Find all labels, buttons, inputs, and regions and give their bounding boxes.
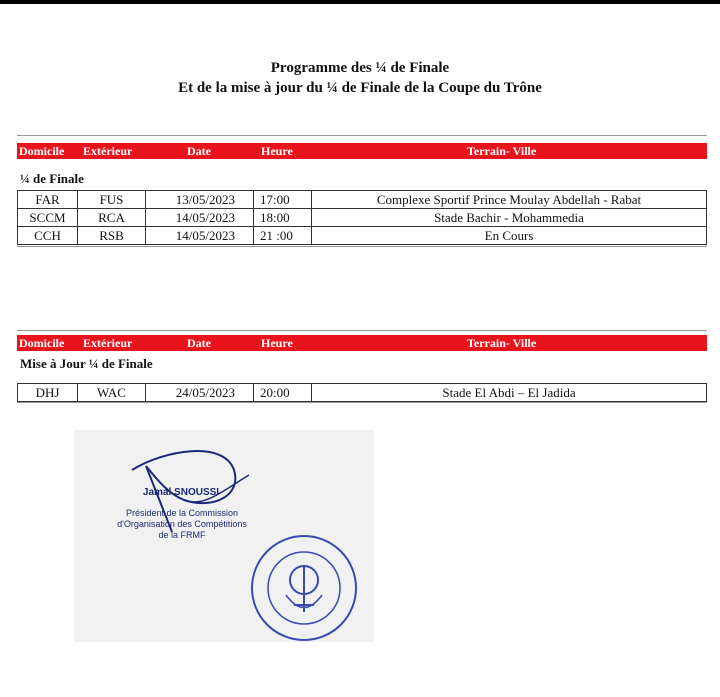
- away-team: FUS: [78, 191, 146, 209]
- home-team: FAR: [18, 191, 78, 209]
- col-away: Extérieur: [83, 144, 133, 158]
- table-header: [17, 143, 707, 159]
- col-time: Heure: [261, 336, 293, 350]
- away-team: WAC: [78, 384, 146, 402]
- col-away: Extérieur: [83, 336, 133, 350]
- match-date: 13/05/2023: [146, 191, 254, 209]
- col-time: Heure: [261, 144, 293, 158]
- official-seal: [252, 536, 356, 640]
- section-divider: [17, 330, 707, 331]
- section-subtitle: Mise à Jour ¼ de Finale: [20, 356, 153, 371]
- col-date: Date: [187, 336, 211, 350]
- section-subtitle: ¼ de Finale: [20, 171, 84, 186]
- table-row: [18, 227, 707, 245]
- schedule-table: [17, 190, 707, 245]
- match-time: 18:00: [254, 209, 312, 227]
- signatory-role: Président de la Commission d'Organisation des Compétitions de la FRMF: [117, 508, 247, 540]
- section-divider: [17, 402, 707, 403]
- match-venue: Stade Bachir - Mohammedia: [312, 209, 707, 227]
- match-date: 14/05/2023: [146, 227, 254, 245]
- home-team: CCH: [18, 227, 78, 245]
- document-subtitle: Et de la mise à jour du ¼ de Finale de la Coupe du Trône: [178, 80, 542, 96]
- match-venue: Complexe Sportif Prince Moulay Abdellah - Rabat: [312, 191, 707, 209]
- section-divider: [17, 135, 707, 136]
- section-divider: [17, 246, 707, 247]
- top-border: [0, 0, 720, 4]
- signatory-name: Jamal SNOUSSI: [142, 487, 220, 498]
- match-venue: En Cours: [312, 227, 707, 245]
- table-header: [17, 335, 707, 351]
- home-team: DHJ: [18, 384, 78, 402]
- match-venue: Stade El Abdi – El Jadida: [312, 384, 707, 402]
- away-team: RSB: [78, 227, 146, 245]
- col-venue: Terrain- Ville: [467, 336, 537, 350]
- col-date: Date: [187, 144, 211, 158]
- signature-stamp-block: [74, 430, 374, 642]
- match-date: 14/05/2023: [146, 209, 254, 227]
- col-home: Domicile: [19, 144, 65, 158]
- away-team: RCA: [78, 209, 146, 227]
- col-home: Domicile: [19, 336, 65, 350]
- document-title: Programme des ¼ de Finale: [270, 60, 450, 76]
- table-row: [18, 191, 707, 209]
- match-time: 21 :00: [254, 227, 312, 245]
- update-table: [17, 383, 707, 402]
- match-time: 17:00: [254, 191, 312, 209]
- col-venue: Terrain- Ville: [467, 144, 537, 158]
- table-row: [18, 384, 707, 402]
- match-time: 20:00: [254, 384, 312, 402]
- match-date: 24/05/2023: [146, 384, 254, 402]
- table-row: [18, 209, 707, 227]
- home-team: SCCM: [18, 209, 78, 227]
